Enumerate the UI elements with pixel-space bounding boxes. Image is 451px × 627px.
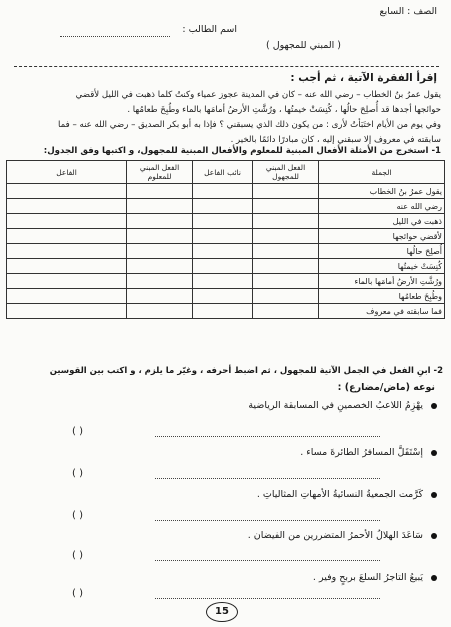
answer-cell[interactable] bbox=[253, 199, 319, 214]
grade-label: الصف : السابع bbox=[379, 6, 437, 17]
bullet-icon bbox=[431, 492, 437, 498]
bullet-icon bbox=[431, 403, 437, 409]
bullet-icon bbox=[431, 575, 437, 581]
answer-cell[interactable] bbox=[7, 184, 127, 199]
exercise-item bbox=[12, 572, 437, 588]
sentence-cell: ذهبت في الليل bbox=[319, 214, 445, 229]
exercise-item bbox=[12, 400, 437, 416]
type-answer-box[interactable]: ( ) bbox=[72, 550, 83, 561]
sentence-cell: يقول عمرُ بنُ الخطاب bbox=[319, 184, 445, 199]
exercise-item bbox=[12, 447, 437, 463]
answer-cell[interactable] bbox=[193, 229, 253, 244]
table-row bbox=[7, 289, 445, 304]
answer-cell[interactable] bbox=[7, 274, 127, 289]
sentence-cell: كُنِسَتْ خيمتُها bbox=[319, 259, 445, 274]
table-row bbox=[7, 229, 445, 244]
sentence-cell: فما سابقته في معروف bbox=[319, 304, 445, 319]
table-row bbox=[7, 184, 445, 199]
table-row bbox=[7, 199, 445, 214]
bullet-icon bbox=[431, 450, 437, 456]
answer-cell[interactable] bbox=[193, 274, 253, 289]
sentence-cell: ورُشَّتِ الأرضُ أمامَها بالماء bbox=[319, 274, 445, 289]
answer-cell[interactable] bbox=[253, 244, 319, 259]
header-sentence: الجملة bbox=[319, 161, 445, 184]
answer-cell[interactable] bbox=[253, 184, 319, 199]
student-name-label: اسم الطالب : bbox=[182, 24, 237, 35]
instruction: إقرأ الفقرة الآتية ، ثم أجب : bbox=[290, 72, 437, 84]
passage-line: حوائجها أجدها قد أُصلِحَ حالُها ، كُنِسَتْ خيمتُها ، ورُشَّتِ الأرضُ أمامَها بالماء وطُبِخَ طعامُها . bbox=[127, 105, 441, 115]
exercise-sentence: سَاعَدَ الهلالُ الأحمرُ المتضررين من الفيضان . bbox=[247, 530, 423, 541]
answer-cell[interactable] bbox=[7, 229, 127, 244]
sentence-cell: وطُبِخَ طعامُها bbox=[319, 289, 445, 304]
answer-line[interactable] bbox=[155, 598, 380, 599]
answer-line[interactable] bbox=[155, 478, 380, 479]
answer-cell[interactable] bbox=[127, 199, 193, 214]
exercise-item bbox=[12, 489, 437, 505]
type-answer-box[interactable]: ( ) bbox=[72, 468, 83, 479]
question-1: 1- استخرج من الأمثلة الأفعال المبنية للمعلوم والأفعال المبنية للمجهول، و اكتبها وفق الجدول: bbox=[43, 146, 441, 156]
exercise-item bbox=[12, 530, 437, 546]
passage bbox=[9, 88, 441, 148]
answer-line[interactable] bbox=[155, 560, 380, 561]
answer-cell[interactable] bbox=[127, 259, 193, 274]
exercise-sentence: كَرَّمت الجمعيةُ النسائيةُ الأمهاتِ المثالياتِ . bbox=[256, 489, 423, 500]
answer-cell[interactable] bbox=[193, 304, 253, 319]
answer-cell[interactable] bbox=[7, 304, 127, 319]
answer-cell[interactable] bbox=[193, 259, 253, 274]
answer-cell[interactable] bbox=[7, 214, 127, 229]
answer-line[interactable] bbox=[155, 520, 380, 521]
answer-table bbox=[6, 160, 445, 319]
header-deputy-subject: نائب الفاعل bbox=[193, 161, 253, 184]
answer-cell[interactable] bbox=[127, 214, 193, 229]
answer-cell[interactable] bbox=[193, 289, 253, 304]
table-row bbox=[7, 259, 445, 274]
answer-cell[interactable] bbox=[253, 229, 319, 244]
type-answer-box[interactable]: ( ) bbox=[72, 426, 83, 437]
table-row bbox=[7, 214, 445, 229]
answer-cell[interactable] bbox=[253, 289, 319, 304]
answer-cell[interactable] bbox=[127, 229, 193, 244]
answer-cell[interactable] bbox=[193, 244, 253, 259]
header-divider bbox=[14, 66, 439, 67]
table-header-row bbox=[7, 161, 445, 184]
answer-line[interactable] bbox=[155, 436, 380, 437]
answer-cell[interactable] bbox=[253, 274, 319, 289]
exercise-sentence: يهْزِمُ اللاعبُ الخصمينِ في المسابقة الرياضية bbox=[248, 400, 423, 411]
header-active-verb: الفعل المبني للمعلوم bbox=[127, 161, 193, 184]
answer-cell[interactable] bbox=[127, 244, 193, 259]
question-2: 2- ابنِ الفعل في الجمل الآتية للمجهول ، ثم اضبط أحرفه ، وغيّر ما يلزم ، و اكتب بين القوسين bbox=[49, 366, 443, 376]
exercise-sentence: يَبيعُ التاجرُ السلعَ بربحٍ وفير . bbox=[312, 572, 423, 583]
type-answer-box[interactable]: ( ) bbox=[72, 588, 83, 599]
student-name-line bbox=[60, 36, 170, 37]
answer-cell[interactable] bbox=[7, 289, 127, 304]
passage-line: وفي يوم من الأيام اختَبَأتُ لأرى : من يكون ذلك الذي يسبقني ؟ فإذا به أبو بكر الصديق – رضي الله عنه – فما bbox=[58, 120, 441, 130]
answer-cell[interactable] bbox=[7, 244, 127, 259]
answer-cell[interactable] bbox=[127, 184, 193, 199]
sentence-cell: أُصلِحَ حالُها bbox=[319, 244, 445, 259]
table-row bbox=[7, 244, 445, 259]
answer-cell[interactable] bbox=[193, 214, 253, 229]
answer-cell[interactable] bbox=[7, 259, 127, 274]
bullet-icon bbox=[431, 533, 437, 539]
answer-cell[interactable] bbox=[253, 304, 319, 319]
answer-cell[interactable] bbox=[253, 214, 319, 229]
answer-cell[interactable] bbox=[127, 304, 193, 319]
passage-line: سابقته في معروف إلا سبقني إليه ، كان مبادرًا دائمًا بالخير . bbox=[230, 135, 441, 145]
table-row bbox=[7, 304, 445, 319]
question-2-subtitle: نوعه (ماض/مضارع) : bbox=[337, 382, 435, 393]
answer-cell[interactable] bbox=[127, 289, 193, 304]
sentence-cell: رضي الله عنه bbox=[319, 199, 445, 214]
topic-label: ( المبني للمجهول ) bbox=[265, 40, 341, 51]
header-subject: الفاعل bbox=[7, 161, 127, 184]
answer-cell[interactable] bbox=[193, 199, 253, 214]
exercise-sentence: إسْتَقَلَّ المسافرُ الطائرةَ مساء . bbox=[300, 447, 423, 458]
sentence-cell: لأقضي حوائجها bbox=[319, 229, 445, 244]
answer-cell[interactable] bbox=[193, 184, 253, 199]
header-passive-verb: الفعل المبني للمجهول bbox=[253, 161, 319, 184]
answer-cell[interactable] bbox=[127, 274, 193, 289]
answer-cell[interactable] bbox=[7, 199, 127, 214]
passage-line: يقول عمرُ بنُ الخطاب – رضي الله عنه – كان في المدينة عجوز عمياء وكنتُ كلما ذهبت في الليل لأقضي bbox=[75, 90, 441, 100]
answer-cell[interactable] bbox=[253, 259, 319, 274]
type-answer-box[interactable]: ( ) bbox=[72, 510, 83, 521]
table-row bbox=[7, 274, 445, 289]
page-number: 15 bbox=[206, 602, 238, 622]
